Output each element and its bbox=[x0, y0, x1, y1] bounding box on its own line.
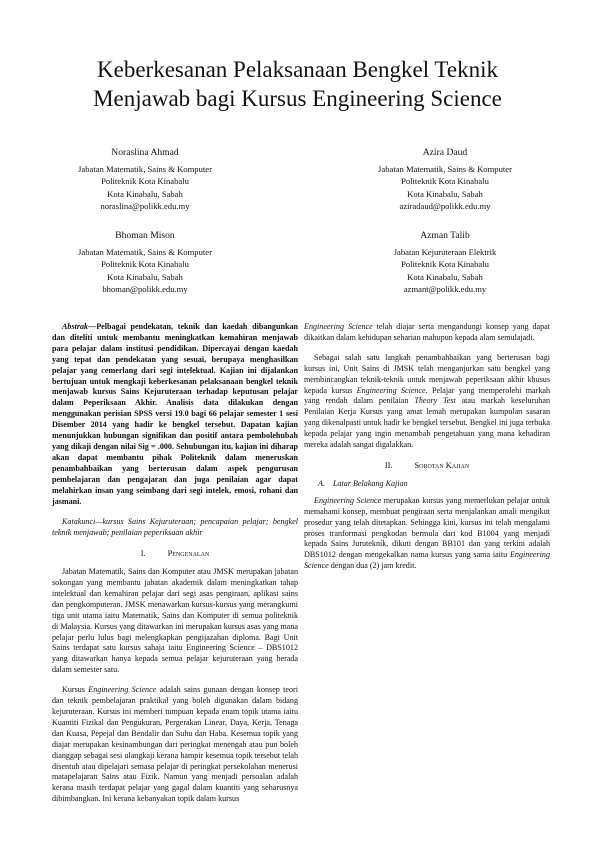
section-heading bbox=[52, 549, 298, 560]
author-block bbox=[320, 147, 570, 212]
emphasis: Theory Test bbox=[414, 396, 456, 406]
text-run: dengan dua (2) jam kredit. bbox=[328, 561, 417, 571]
text-run: telah diajar serta mengandungi konsep yang dapat dikaitkan dalam kehidupan seharian mahupun kepada alam semulajadi. bbox=[304, 322, 550, 342]
author-email[interactable]: aziradaud@polikk.edu.my bbox=[399, 200, 491, 211]
text-run: adalah sains gunaan dengan konsep teori dan teknik pembelajaran praktikal yang boleh digunakan dalam bidang kejuruteraan. Kursus ini memberi tumpuan kepada enam topik utama iaitu Kuantiti Fizikal dan Pengukuran, Pergerakan Linear, Daya, Kerja, Tenaga dan Kuasa, Pepejal dan Bendalir dan Suhu dan Haba. Kesemua topik yang diajar merupakan kesinambungan dari peringkat menengah atau pun boleh dianggap sebagai sesi ulangkaji kerana hampir kesemua topik tersebut telah disentuh atau dipelajari semasa pelajar di peringkat persekolahan menerusi matapelajaran Sains atau Fizik. Namun yang menjadi persoalan adalah kerana masih terdapat pelajar yang gagal dalam kuantiti yang seharusnya dibimbangkan. Ini kerana kebanyakan topik dalam kursus bbox=[52, 685, 298, 804]
author-city: Kota Kinabalu, Sabah bbox=[407, 188, 483, 199]
paragraph: Jabatan Matematik, Sains dan Komputer atau JMSK merupakan jabatan sokongan yang membantu jabatan akademik dalam meningkatkan tahap intelektual dan kemahiran pelajar dari segi asas pengiraan, aplikasi sains dan pengkomputeran. JMSK menawarkan kursus-kursus yang merangkumi tiga unit utama iaitu Matematik, Sains dan Komputer di semua politeknik di Malaysia. Kursus yang ditawarkan ini merupakan kursus asas yang mana pelajar perlu lulus bagi melengkapkan pengijazahan diploma. Bagi Unit Sains terdapat satu kursus sahaja iaitu Engineering Science – DBS1012 yang ditawarkan hanya kepada semua pelajar kejuruteraan yang berada dalam semester satu. bbox=[52, 567, 298, 675]
abstract-label: Abstrak bbox=[62, 322, 89, 331]
author-block bbox=[320, 230, 570, 295]
author-dept: Jabatan Kejuruteraan Elektrik bbox=[393, 247, 497, 258]
keywords: Katakunci—kursus Sains Kejuruteraan; pencapaian pelajar; bengkel teknik menjawab; penilaian peperiksaan akhir bbox=[52, 517, 298, 538]
left-column bbox=[52, 322, 298, 805]
section-title: Sorotan Kajian bbox=[414, 460, 470, 470]
author-email[interactable]: azmant@polikk.edu.my bbox=[403, 283, 487, 294]
section-number: I. bbox=[140, 549, 146, 559]
text-run: atau markah keseluruhan Penilaian Kerja Kursus yang amat lemah merupakan kumpulan sasaran yang dikenalpasti untuk hadir ke bengkel tersebut. Bengkel ini juga terbuka kepada pelajar yang ingin menambah pengetahuan yang mana kehadiran mereka adalah sangat digalakkan. bbox=[304, 396, 550, 450]
right-column bbox=[304, 322, 550, 572]
emphasis: Engineering Science bbox=[356, 385, 426, 395]
author-city: Kota Kinabalu, Sabah bbox=[407, 271, 483, 282]
author-dept: Jabatan Matematik, Sains & Komputer bbox=[78, 164, 212, 175]
author-block bbox=[20, 230, 270, 295]
paragraph-continued bbox=[304, 322, 550, 344]
text-run: Sebagai salah satu langkah penambahbaikan yang berterusan bagi kursus ini, Unit Sains di JMSK telah menganjurkan satu bengkel yang membincangkan teknik-teknik untuk menjawab peperiksaan akhir khusus kepada kursus bbox=[304, 352, 550, 395]
section-title: Pengenalan bbox=[167, 549, 210, 559]
author-block bbox=[20, 147, 270, 212]
author-city: Kota Kinabalu, Sabah bbox=[107, 271, 183, 282]
subsection-number: A. bbox=[318, 478, 325, 488]
author-name: Noraslina Ahmad bbox=[111, 147, 179, 158]
title-line-2: Menjawab bagi Kursus Engineering Science bbox=[93, 86, 502, 111]
section-heading bbox=[304, 461, 550, 472]
author-name: Bhoman Mison bbox=[115, 230, 175, 241]
emphasis: Engineering Science bbox=[88, 685, 157, 695]
author-institution: Politeknik Kota Kinabalu bbox=[401, 176, 489, 187]
text-run: . Pelajar yang memperolehi markah yang rendah dalam penilaian bbox=[304, 385, 551, 406]
author-institution: Politeknik Kota Kinabalu bbox=[101, 259, 189, 270]
paragraph bbox=[304, 496, 550, 572]
abstract bbox=[52, 322, 298, 507]
author-name: Azira Daud bbox=[422, 147, 468, 158]
author-dept: Jabatan Matematik, Sains & Komputer bbox=[378, 164, 512, 175]
emphasis: Engineering Science bbox=[314, 495, 382, 505]
emphasis: Engineering Science bbox=[304, 322, 373, 331]
author-city: Kota Kinabalu, Sabah bbox=[107, 188, 183, 199]
paper-title bbox=[40, 55, 555, 113]
emphasis: Engineering Science bbox=[304, 550, 550, 571]
author-institution: Politeknik Kota Kinabalu bbox=[101, 176, 189, 187]
author-name: Azman Talib bbox=[420, 230, 470, 241]
title-line-1: Keberkesanan Pelaksanaan Bengkel Teknik bbox=[97, 57, 498, 82]
paragraph bbox=[52, 685, 298, 805]
text-run: Kursus bbox=[62, 685, 89, 695]
text-run: merupakan kursus yang memerlukan pelajar untuk memahami konsep, membuat pengiraan serta menjalankan amali mengikut prosedur yang telah ditetapkan. Sehingga kini, kursus ini telah mengalami proses tranformasi pengkodan bermula dari kod B1004 yang menjadi kepada Sains Jurutekník, dikuti dengan BB101 dan yang terkini adalah DBS1012 dengan mengekalkan nama kursus yang sama iaitu bbox=[304, 495, 550, 560]
subsection-heading bbox=[318, 479, 550, 490]
author-email[interactable]: bhoman@polikk.edu.my bbox=[102, 283, 188, 294]
author-email[interactable]: noraslina@polikk.edu.my bbox=[100, 200, 190, 211]
paragraph bbox=[304, 353, 550, 451]
subsection-title: Latar Belakang Kajian bbox=[332, 478, 408, 488]
author-institution: Politeknik Kota Kinabalu bbox=[401, 259, 489, 270]
author-dept: Jabatan Matematik, Sains & Komputer bbox=[78, 247, 212, 258]
abstract-text: —Pelbagai pendekatan, teknik dan kaedah dibangunkan dan diteliti untuk membantu meningkatkan kemahiran menjawab para pelajar dalam institusi pendidikan. Dipercayai dengan kaedah yang tepat dan pendekatan yang sesuai, berupaya menghasilkan pelajar yang cemerlang dari segi intelektual. Kajian ini dijalankan bertujuan untuk mengkaji keberkesanan pelaksanaan bengkel teknik menjawab kursus Sains Kejuruteraan terhadap keputusan pelajar dalam Peperiksaan Akhir. Analisis data dilakukan dengan menggunakan perisian SPSS versi 19.0 bagi 66 pelajar semester 1 sesi Disember 2014 yang hadir ke bengkel tersebut. Dapatan kajian menunjukkan hubungan signifikan dan positif antara pembolehubah yang dikaji dengan nilai Sig = .000. Sehubungan itu, kajian ini diharap akan dapat membantu pihak Politeknik dalam meneruskan penambahbaikan yang berterusan dalam aspek pengurusan pembelajaran dan pengajaran dan juga penilaian agar dapat melahirkan insan yang seimbang dari segi intelek, emosi, rohani dan jasmani. bbox=[52, 322, 298, 506]
section-number: II. bbox=[384, 460, 393, 470]
